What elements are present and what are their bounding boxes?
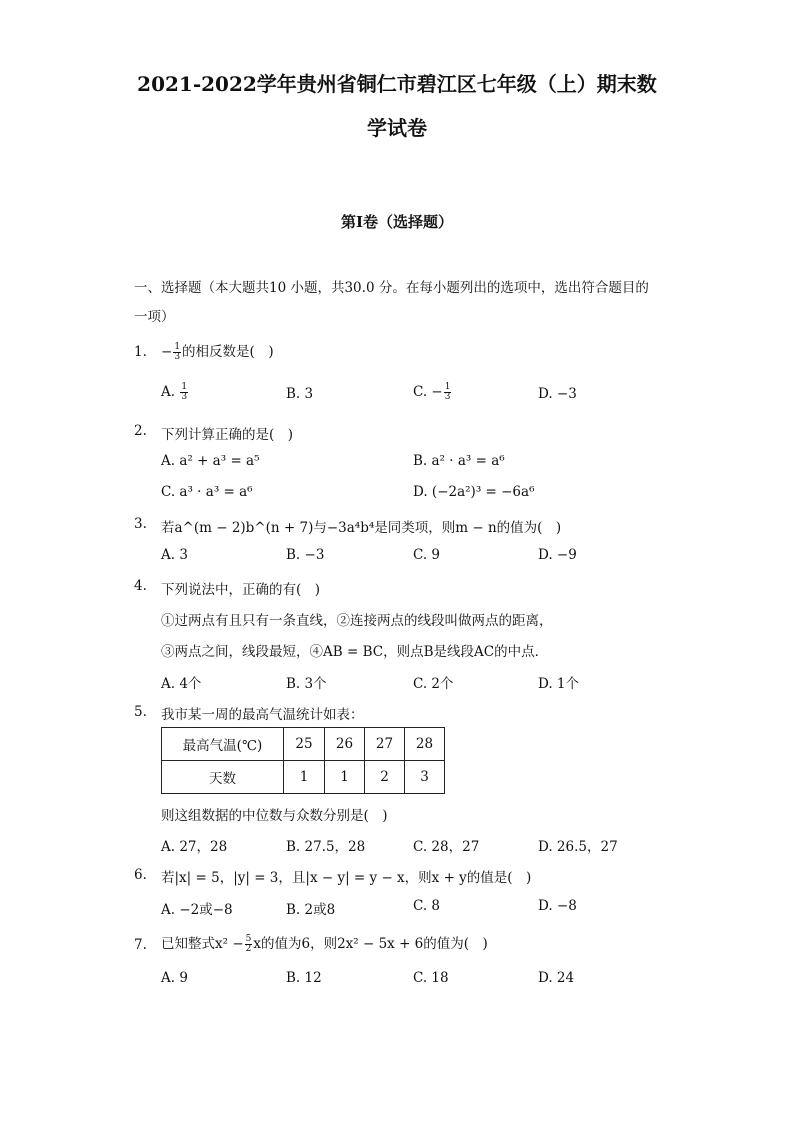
question-2-text: 下列计算正确的是( ) (161, 427, 294, 443)
fraction-denominator: 2 (245, 944, 252, 954)
fraction (444, 383, 452, 402)
question-number: 6. (134, 867, 147, 883)
fraction (173, 343, 181, 362)
option-b: B. 12 (286, 970, 322, 986)
option-d: D. −3 (538, 386, 577, 402)
table-row (162, 728, 445, 761)
option-d: D. 26.5，27 (538, 839, 618, 855)
fraction-numerator: 1 (181, 382, 188, 392)
question-number: 1. (134, 344, 147, 360)
document-title-line1: 2021-2022学年贵州省铜仁市碧江区七年级（上）期末数 (137, 72, 657, 96)
question-4-statement-1: ①过两点有且只有一条直线，②连接两点的线段叫做两点的距离， (161, 613, 553, 629)
question-7-text (161, 932, 488, 954)
option-b: B. a² · a³ = a⁶ (413, 453, 505, 469)
fraction-denominator: 3 (174, 352, 181, 362)
option-c (413, 383, 452, 402)
option-d: D. −9 (538, 547, 577, 563)
fraction-denominator: 3 (444, 392, 451, 402)
table-cell: 2 (365, 761, 405, 794)
option-c: C. 9 (413, 547, 441, 563)
part-heading: 第I卷（选择题） (340, 213, 454, 231)
option-a-label: A. (161, 384, 176, 400)
option-b: B. −3 (286, 547, 325, 563)
option-c: C. 8 (413, 898, 441, 914)
table-cell: 1 (284, 761, 325, 794)
question-1-text (161, 340, 274, 362)
question-number: 5. (134, 704, 147, 720)
option-b: B. 27.5，28 (286, 839, 366, 855)
section-header-line2: 一项） (134, 309, 175, 325)
question-7-body: x的值为6，则2x² − 5x + 6的值为( ) (253, 936, 488, 952)
table-cell: 27 (365, 728, 405, 761)
fraction-numerator: 1 (444, 382, 451, 392)
option-a: A. a² + a³ = a⁵ (161, 453, 260, 469)
option-d: D. (−2a²)³ = −6a⁶ (413, 484, 535, 500)
question-5-followup: 则这组数据的中位数与众数分别是( ) (161, 808, 388, 824)
table-row (162, 761, 445, 794)
option-c: C. a³ · a³ = a⁶ (161, 484, 253, 500)
question-number: 7. (134, 937, 147, 953)
fraction (245, 935, 253, 954)
fraction-denominator: 3 (181, 392, 188, 402)
option-d: D. −8 (538, 898, 577, 914)
option-c: C. 2个 (413, 676, 454, 692)
question-number: 4. (134, 578, 147, 594)
option-c: C. 28，27 (413, 839, 480, 855)
table-cell: 25 (284, 728, 325, 761)
temperature-table (161, 727, 445, 794)
option-c: C. 18 (413, 970, 449, 986)
question-3-text: 若a^(m − 2)b^(n + 7)与−3a⁴b⁴是同类项，则m − n的值为( ) (161, 520, 562, 536)
option-d: D. 1个 (538, 676, 580, 692)
option-a: A. 27，28 (161, 839, 228, 855)
question-7-prefix: 已知整式x² − (161, 936, 244, 952)
option-b: B. 3个 (286, 676, 327, 692)
table-header-cell: 天数 (162, 761, 284, 794)
option-a: A. 9 (161, 970, 188, 986)
question-5-text: 我市某一周的最高气温统计如表： (161, 707, 364, 723)
question-4-text: 下列说法中，正确的有( ) (161, 582, 321, 598)
option-d: D. 24 (538, 970, 575, 986)
fraction-numerator: 5 (245, 934, 252, 944)
question-4-statement-2: ③两点之间，线段最短，④AB = BC，则点B是线段AC的中点． (161, 644, 549, 660)
table-cell: 28 (405, 728, 445, 761)
option-a: A. 4个 (161, 676, 202, 692)
question-1-prefix: − (161, 344, 173, 360)
table-cell: 1 (325, 761, 365, 794)
option-a (161, 383, 189, 402)
table-cell: 3 (405, 761, 445, 794)
question-6-text: 若|x| = 5，|y| = 3，且|x − y| = y − x，则x + y的值是( ) (161, 870, 532, 886)
option-a: A. −2或−8 (161, 902, 233, 918)
option-a: A. 3 (161, 547, 188, 563)
fraction (180, 383, 188, 402)
question-number: 2. (134, 423, 147, 439)
table-cell: 26 (325, 728, 365, 761)
question-number: 3. (134, 516, 147, 532)
section-header-line1: 一、选择题（本大题共10 小题，共30.0 分。在每小题列出的选项中，选出符合题目的 (134, 280, 649, 296)
option-b: B. 3 (286, 386, 314, 402)
table-header-cell: 最高气温(℃) (162, 728, 284, 761)
option-b: B. 2或8 (286, 902, 336, 918)
document-title-line2: 学试卷 (367, 116, 427, 140)
option-c-label: C. − (413, 384, 443, 400)
question-1-body: 的相反数是( ) (182, 344, 274, 360)
fraction-numerator: 1 (174, 342, 181, 352)
